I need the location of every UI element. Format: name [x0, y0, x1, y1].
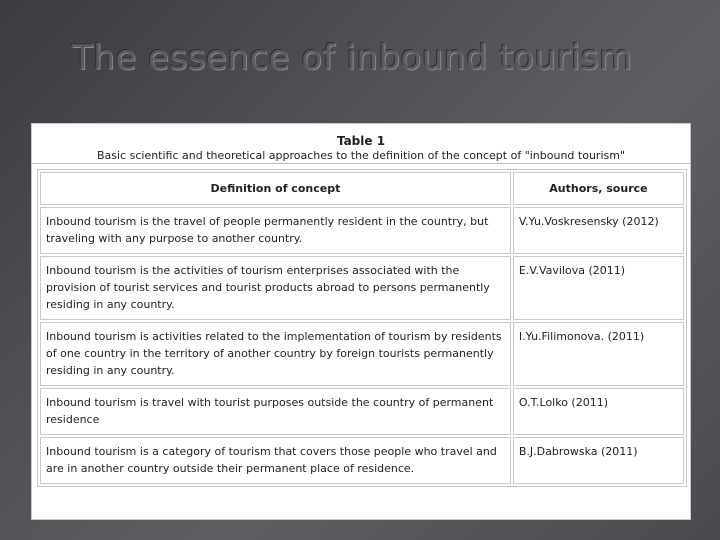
source-cell: E.V.Vavilova (2011) — [513, 256, 684, 320]
source-cell: O.T.Lolko (2011) — [513, 388, 684, 435]
slide-title: The essence of inbound tourism — [72, 38, 633, 78]
table-row — [40, 437, 684, 484]
table-caption — [32, 124, 690, 164]
definition-cell: Inbound tourism is the travel of people permanently resident in the country, but traveling with any purpose to another country. — [40, 207, 511, 254]
source-cell: B.J.Dabrowska (2011) — [513, 437, 684, 484]
definition-cell: Inbound tourism is activities related to the implementation of tourism by residents of one country in the territory of another country by foreign tourists permanently residing in any country. — [40, 322, 511, 386]
table-caption-subtitle: Basic scientific and theoretical approaches to the definition of the concept of "inbound tourism" — [96, 149, 626, 162]
table-header-row — [40, 172, 684, 205]
table-panel — [31, 123, 691, 520]
source-cell: V.Yu.Voskresensky (2012) — [513, 207, 684, 254]
definitions-table — [37, 169, 687, 487]
header-source: Authors, source — [513, 172, 684, 205]
table-row — [40, 388, 684, 435]
table-caption-title: Table 1 — [336, 134, 386, 148]
definition-cell: Inbound tourism is travel with tourist purposes outside the country of permanent residence — [40, 388, 511, 435]
table-row — [40, 207, 684, 254]
header-definition: Definition of concept — [40, 172, 511, 205]
table-row — [40, 256, 684, 320]
source-cell: I.Yu.Filimonova. (2011) — [513, 322, 684, 386]
definition-cell: Inbound tourism is a category of tourism that covers those people who travel and are in another country outside their permanent place of residence. — [40, 437, 511, 484]
definition-cell: Inbound tourism is the activities of tourism enterprises associated with the provision of tourist services and tourist products abroad to persons permanently residing in any country. — [40, 256, 511, 320]
table-row — [40, 322, 684, 386]
